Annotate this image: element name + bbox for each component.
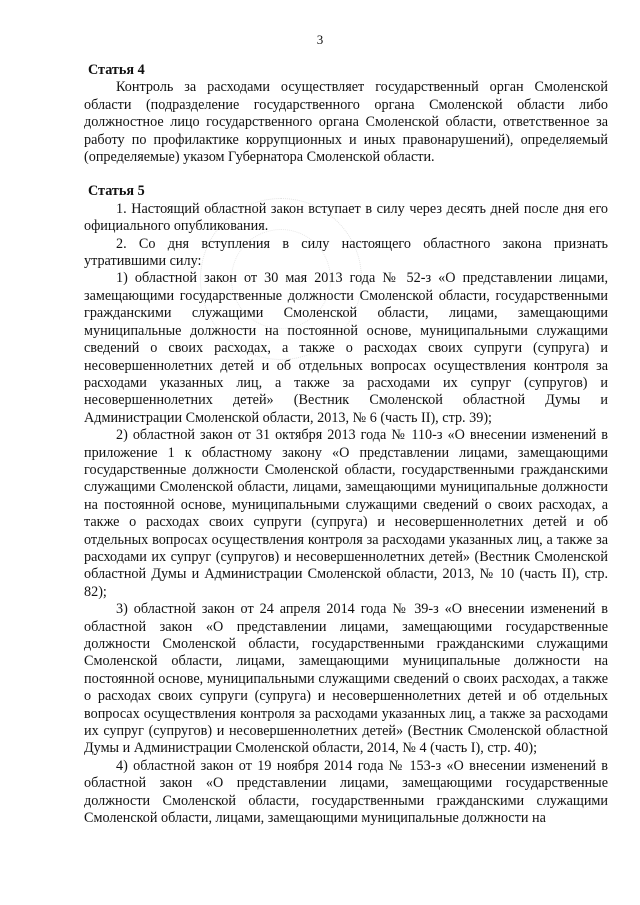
document-body: [84, 62, 608, 827]
article-5-paragraph-1: 1. Настоящий областной закон вступает в силу через десять дней после дня его официального опубликования.: [84, 200, 608, 235]
article-5-paragraph-2: 2. Со дня вступления в силу настоящего областного закона признать утратившими силу:: [84, 235, 608, 270]
repealed-law-item-3: 3) областной закон от 24 апреля 2014 года № 39-з «О внесении изменений в областной закон «О представлении лицами, замещающими государственные должности Смоленской области, государственными гражданскими служащими Смоленской области, лицами, замещающими муниципальные должности на постоянной основе, муниципальными служащими сведений о своих расходах, а также о расходах своих супруги (супруга) и несовершеннолетних детей и об отдельных вопросах осуществления контроля за расходами указанных лиц, а также за расходами их супруг (супругов) и несовершеннолетних детей» (Вестник Смоленской областной Думы и Администрации Смоленской области, 2014, № 4 (часть I), стр. 40);: [84, 601, 608, 757]
article-5: [84, 183, 608, 827]
article-5-heading: Статья 5: [88, 183, 145, 200]
section-gap: [84, 166, 608, 183]
repealed-law-item-4: 4) областной закон от 19 ноября 2014 года № 153-з «О внесении изменений в областной закон «О представлении лицами, замещающими государственные должности Смоленской области, государственными гражданскими служащими Смоленской области, лицами, замещающими муниципальные должности на: [84, 757, 608, 827]
article-4-text: Контроль за расходами осуществляет государственный орган Смоленской области (подразделение государственного органа Смоленской области либо должностное лицо государственного органа Смоленской области, ответственное за работу по профилактике коррупционных и иных правонарушений), определяемый (определяемые) указом Губернатора Смоленской области.: [84, 79, 608, 166]
article-4-heading: Статья 4: [88, 62, 145, 78]
page-number: 3: [316, 32, 324, 47]
repealed-law-item-1: 1) областной закон от 30 мая 2013 года № 52-з «О представлении лицами, замещающими государственные должности Смоленской области, государственными гражданскими служащими Смоленской области, лицами, замещающими муниципальные должности на постоянной основе, муниципальными служащими сведений о своих расходах, а также о расходах своих супруги (супруга) и несовершеннолетних детей и об отдельных вопросах осуществления контроля за расходами указанных лиц, а также за расходами их супруг (супругов) и несовершеннолетних детей» (Вестник Смоленской областной Думы и Администрации Смоленской области, 2013, № 6 (часть II), стр. 39);: [84, 270, 608, 426]
article-4: [84, 62, 608, 166]
repealed-law-item-2: 2) областной закон от 31 октября 2013 года № 110-з «О внесении изменений в приложение 1 к областному закону «О представлении лицами, замещающими государственные должности Смоленской области, государственными гражданскими служащими Смоленской области, лицами, замещающими муниципальные должности на постоянной основе, муниципальными служащими сведений о своих расходах, а также о расходах своих супруги (супруга) и несовершеннолетних детей и об отдельных вопросах осуществления контроля за расходами указанных лиц, а также за расходами их супруг (супругов) и несовершеннолетних детей» (Вестник Смоленской областной Думы и Администрации Смоленской области, 2013, № 10 (часть II), стр. 82);: [84, 427, 608, 600]
